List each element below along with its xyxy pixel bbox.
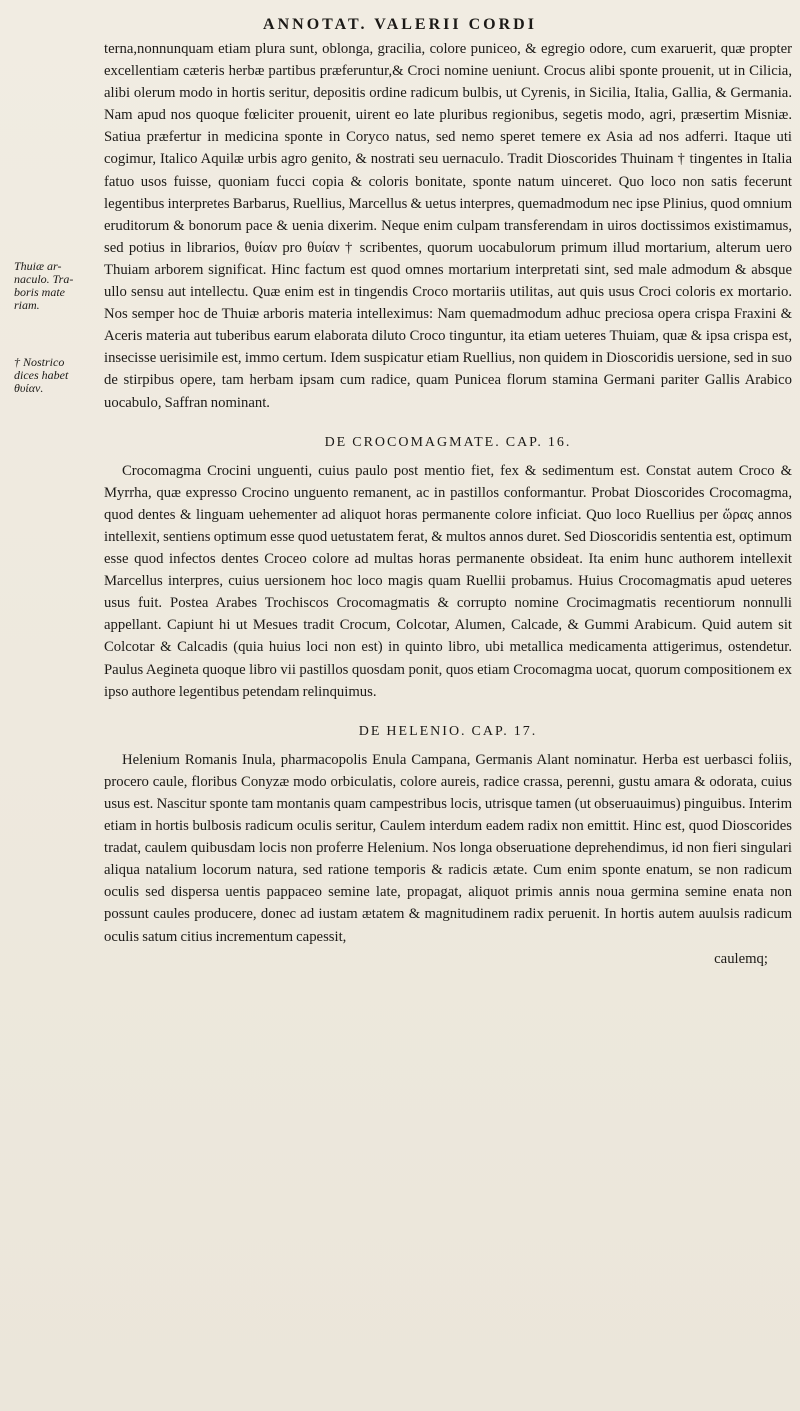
running-head: ANNOTAT. VALERII CORDI (263, 16, 537, 33)
paragraph-crocomagma: Crocomagma Crocini unguenti, cuius paulo post mentio fiet, fex & sedimentum est. Constat autem Croco & Myrrha, quæ expresso Crocino unguento remanent, ac in pastillos conformantur. Probat Dioscorides Crocomagma, quod dentes & linguam uehementer ad aliquot horas permanente colore inficiat. Quo loco Ruellius per ὥρας annos intellexit, sentiens optimum esse quod uetustatem ferat, & multos annos duret. Sed Dioscoridis sententia est, optimum esse quod infectos dentes Croceo colore ad multas horas permanente obsideat. Ita enim hunc authorem intellexit Marcellus interpres, cuius uersionem hoc loco magis quam Ruellii probamus. Huius Crocomagmatis apud ueteres usus fuit. Postea Arabes Trochiscos Crocomagmatis & corrupto nomine Crocimagmatis recentiorum nonnulli appellant. Capiunt hi ut Mesues tradit Crocum, Colcotar, Alumen, Calcade, & Gummi Arabicum. Quid autem sit Colcotar & Calcadis (quia huius loci non est) in quinto libro, ubi metallica medicamenta attigerimus, ostendetur. Paulus Aegineta quoque libro vii pastillos quosdam ponit, quos etiam Crocomagma uocat, quorum compositionem ex ipso authore legentibus petendam relinquimus. (104, 462, 792, 700)
catchword: caulemq; (714, 950, 768, 967)
paragraph-helenio: Helenium Romanis Inula, pharmacopolis Enula Campana, Germanis Alant nominatur. Herba est uerbasci foliis, procero caule, floribus Conyzæ modo orbiculatis, colore aureis, radice crassa, perenni, gustu amara & odorata, cuius usus est. Nascitur sponte tam montanis quam campestribus locis, utrisque tamen (ut obseruauimus) pinguibus. Interim etiam in hortis bulbosis radicum oculis seritur, Caulem interdum eadem radix non emittit. Hinc est, quod Dioscorides tradat, caulem quibusdam locis non proferre Helenium. Nos longa obseruatione deprehendimus, id non fieri singulari aliqua natalium locorum natura, sed ratione temporis & radicis ætate. Cum enim sponte enatum, se non radicum oculis sed dispersa uentis pappaceo semine late, propagat, aliquot primis annis noua germina semine enata non possunt caules producere, donec ad iustam ætatem & magnitudinem radix peruenit. In hortis autem auulsis radicum oculis satum citius incrementum capessit, (104, 751, 792, 945)
heading-helenio: DE HELENIO. CAP. 17. (358, 723, 538, 739)
heading-crocomagma: DE CROCOMAGMATE. CAP. 16. (324, 434, 572, 450)
side-note-thuia: Thuiæ ar- naculo. Tra- boris mate riam. (14, 259, 74, 312)
body-text (104, 38, 792, 970)
side-note-nostrico: † Nostrico dices habet θυίαν. (14, 355, 69, 395)
paragraph-crocus: terna,nonnunquam etiam plura sunt, oblonga, gracilia, colore puniceo, & egregio odore, cum exaruerit, quæ propter excellentiam cæteris herbæ partibus præferuntur,& Croci nomine ueniunt. Crocus alibi sponte prouenit, ut in Cilicia, alibi olerum modo in hortis seritur, depositis ordine radicum bulbis, ut Cyrenis, in Sicilia, Italia, Gallia, & Germania. Nam apud nos quoque fœliciter prouenit, uirent eo late pluribus regionibus, segetis modo, agri, præsertim Misniæ. Satiua præfertur in medicina sponte in Coryco natus, sed nemo speret temere ex Asia ad nos adferri. Itaque uti cogimur, Italico Aquilæ urbis agro genito, & nostrati seu uernaculo. Tradit Dioscorides Thuinam † tingentes in Italia fatuo usos fuisse, quoniam fucci copia & coloris bonitate, sponte natum uinceret. Quo loco non satis fecerunt legentibus interpretes Barbarus, Ruellius, Marcellus & uetus interpres, quemadmodum nec ipse Plinius, quod omnium eruditorum & bonorum pace & uenia dixerim. Neque enim culpam transferendam in uiros doctissimos existimamus, sed potius in librarios, θυίαν pro θυίαν † scribentes, quorum uocabulorum primum illud mortarium, alterum uero Thuiam arborem significat. Hinc factum est quod omnes mortarium interpretati sint, sed male admodum & absque ullo sensu aut intellectu. Quæ enim est in tingendis Croco mortariis utilitas, aut quis usus Croci coloris ex mortario. Nos semper hoc de Thuiæ arboris materia intelleximus: Nam quemadmodum adhuc preciosa opera crispa Fraxini & Aceris materia aut tuberibus earum elaborata diluto Croco tinguntur, ita etiam ueteres Thuiam, quæ & ipsa crispa est, insecisse uerisimile est, immo certum. Idem suspicatur etiam Ruellius, non quidem in Dioscoridis uersione, sed in suo de stirpibus opere, tam herbam ipsam cum radice, quam Punicea florum stamina Germani pariter Gallis Arabico uocabulo, Saffran nominant. (104, 41, 792, 411)
